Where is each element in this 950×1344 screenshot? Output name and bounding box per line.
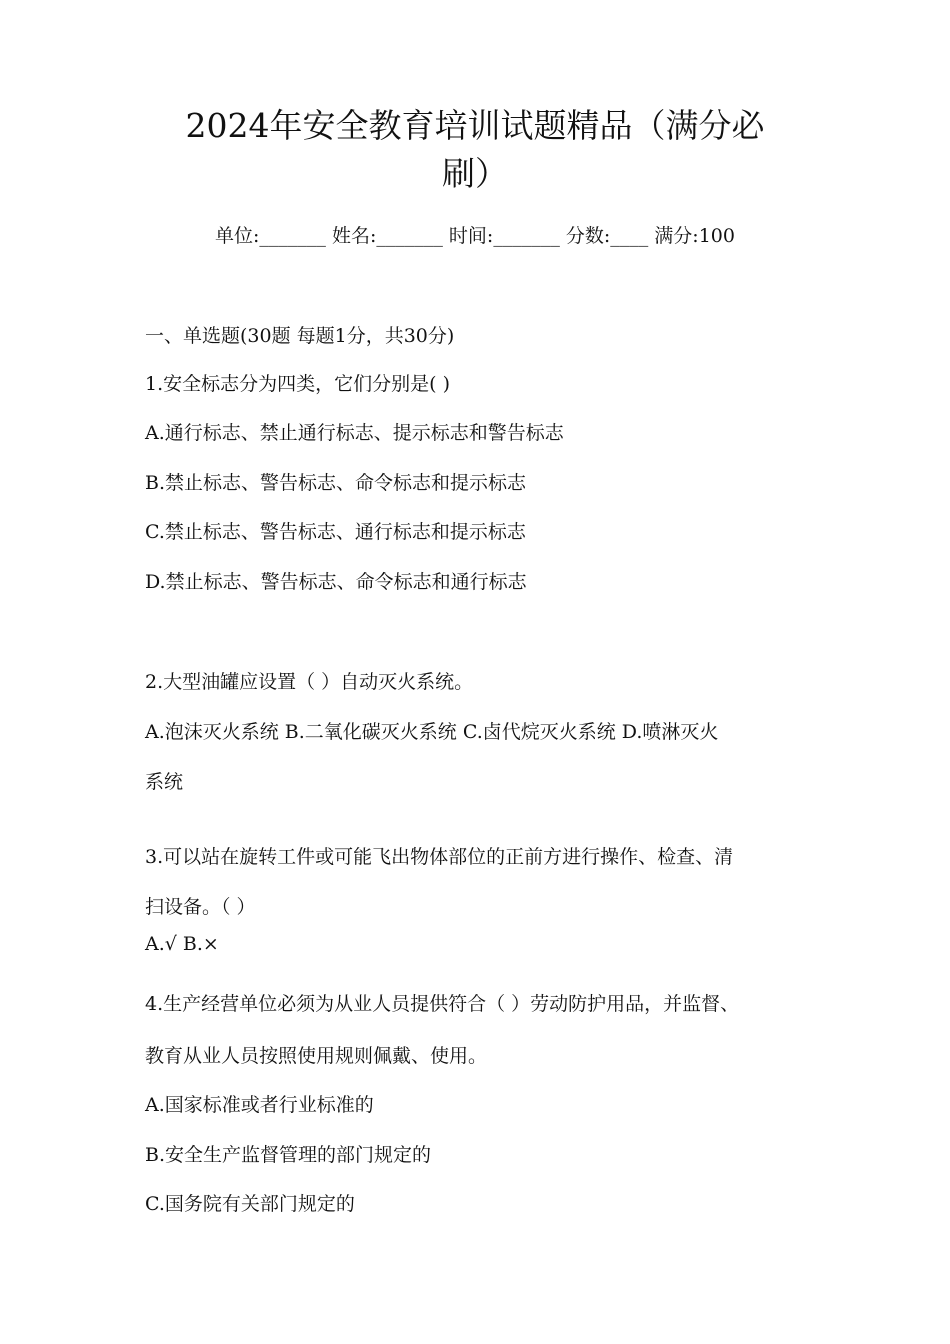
- section-heading: 一、单选题(30题 每题1分，共30分): [145, 325, 455, 347]
- question-1-option-b: B.禁止标志、警告标志、命令标志和提示标志: [145, 472, 527, 494]
- question-4-stem: 4.生产经营单位必须为从业人员提供符合（ ）劳动防护用品，并监督、: [145, 993, 740, 1015]
- question-4-option-b: B.安全生产监督管理的部门规定的: [145, 1144, 432, 1166]
- question-3-options: A.√ B.×: [145, 933, 219, 955]
- document-title-line1: 2024年安全教育培训试题精品（满分必: [185, 106, 765, 145]
- document-title-line2: 刷）: [442, 154, 508, 193]
- exam-info-line: 单位:_______ 姓名:_______ 时间:_______ 分数:____ 满分:100: [215, 225, 735, 247]
- question-3-stem: 3.可以站在旋转工件或可能飞出物体部位的正前方进行操作、检查、清: [145, 846, 734, 868]
- question-1-option-a: A.通行标志、禁止通行标志、提示标志和警告标志: [145, 422, 564, 444]
- question-1-stem: 1.安全标志分为四类，它们分别是( ): [145, 373, 450, 395]
- question-4-option-a: A.国家标准或者行业标准的: [145, 1094, 374, 1116]
- question-4-option-c: C.国务院有关部门规定的: [145, 1193, 355, 1215]
- question-2-stem: 2.大型油罐应设置（ ）自动灭火系统。: [145, 671, 474, 693]
- question-3-stem-cont: 扫设备。（ ）: [145, 896, 256, 918]
- question-1-option-d: D.禁止标志、警告标志、命令标志和通行标志: [145, 571, 527, 593]
- question-2-options-cont: 系统: [145, 771, 184, 793]
- question-2-options: A.泡沫灭火系统 B.二氧化碳灭火系统 C.卤代烷灭火系统 D.喷淋灭火: [145, 721, 719, 743]
- question-4-stem-cont: 教育从业人员按照使用规则佩戴、使用。: [145, 1045, 488, 1067]
- question-1-option-c: C.禁止标志、警告标志、通行标志和提示标志: [145, 521, 526, 543]
